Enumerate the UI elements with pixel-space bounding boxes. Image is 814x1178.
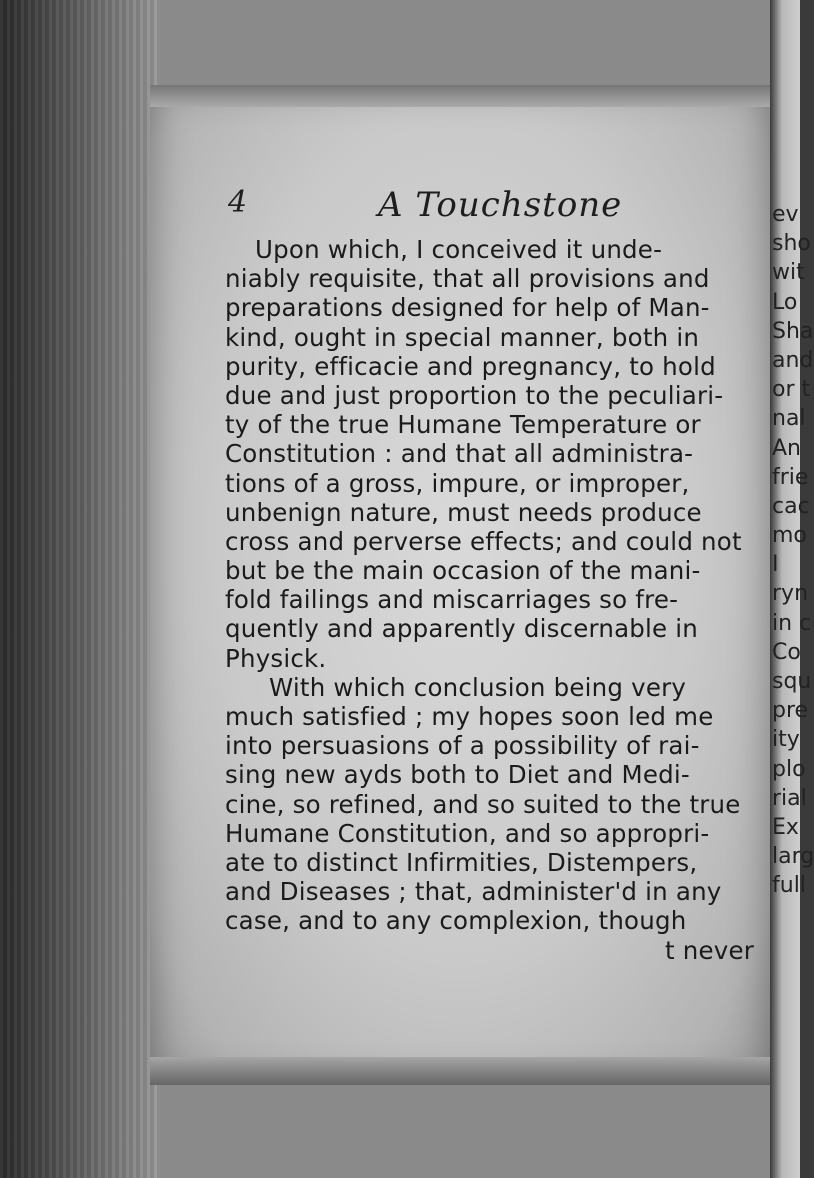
text-line: Physick. [225,643,327,673]
fragment: Co [772,639,801,665]
text-line: niably requisite, that all provisions and [225,264,710,294]
text-line: fold failings and miscarriages so fre- [225,585,679,615]
fragment: mo [772,523,807,549]
text-line: into persuasions of a possibility of rai- [225,731,700,761]
fragment: sho [772,231,811,257]
facing-page-fragments [772,200,814,901]
text-line: Upon which, I conceived it unde- [255,235,663,264]
book-page-edges [0,0,160,1178]
page-header [228,185,788,225]
page-number: 4 [228,185,248,220]
book-page [150,85,770,1085]
text-line: kind, ought in special manner, both in [225,322,700,352]
running-head: A Touchstone [378,185,623,225]
text-line: Humane Constitution, and so appropri- [225,818,710,848]
text-line: purity, efficacie and pregnancy, to hold [225,351,716,381]
fragment: plo [772,756,806,782]
text-line: ate to distinct Infirmities, Distempers, [225,847,698,877]
fragment: and [772,347,814,373]
text-line: case, and to any complexion, though [225,906,687,936]
text-line: With which conclusion being very [269,672,687,702]
text-line: cine, so refined, and so suited to the true [225,789,741,819]
text-line: but be the main occasion of the mani- [225,556,701,586]
text-line: due and just proportion to the peculiari- [225,380,724,410]
fragment: wit [772,260,805,286]
fragment: ryn [772,581,809,607]
fragment: nal [772,406,806,432]
fragment: larg [772,844,814,870]
fragment: squ [772,669,812,694]
text-line: Constitution : and that all administra- [225,439,694,469]
body-text [225,235,795,965]
text-line: quently and apparently discernable in [225,614,699,644]
text-line: sing new ayds both to Diet and Medi- [225,760,690,790]
text-line: preparations designed for help of Man- [225,293,710,323]
text-line: unbenign nature, must needs produce [225,497,702,527]
fragment: Lo [772,289,798,315]
fragment: An [772,435,801,461]
text-line: and Diseases ; that, administer'd in any [225,877,722,907]
fragment: Ex [772,814,799,840]
fragment: ity [772,727,800,753]
fragment: Sha [772,318,814,344]
fragment: I [772,552,779,578]
catchword: t never [665,935,755,965]
text-line: much satisfied ; my hopes soon led me [225,702,714,731]
text-line: tions of a gross, impure, or improper, [225,468,690,498]
fragment: or t [772,377,811,403]
fragment: pre [772,698,809,724]
fragment: frie [772,464,809,490]
fragment: cac [772,493,810,519]
fragment: ev [772,202,799,227]
text-line: ty of the true Humane Temperature or [225,410,701,440]
fragment: in c [772,610,812,636]
fragment: full [772,873,806,899]
fragment: rial [772,785,807,811]
text-line: cross and perverse effects; and could not [225,526,742,556]
